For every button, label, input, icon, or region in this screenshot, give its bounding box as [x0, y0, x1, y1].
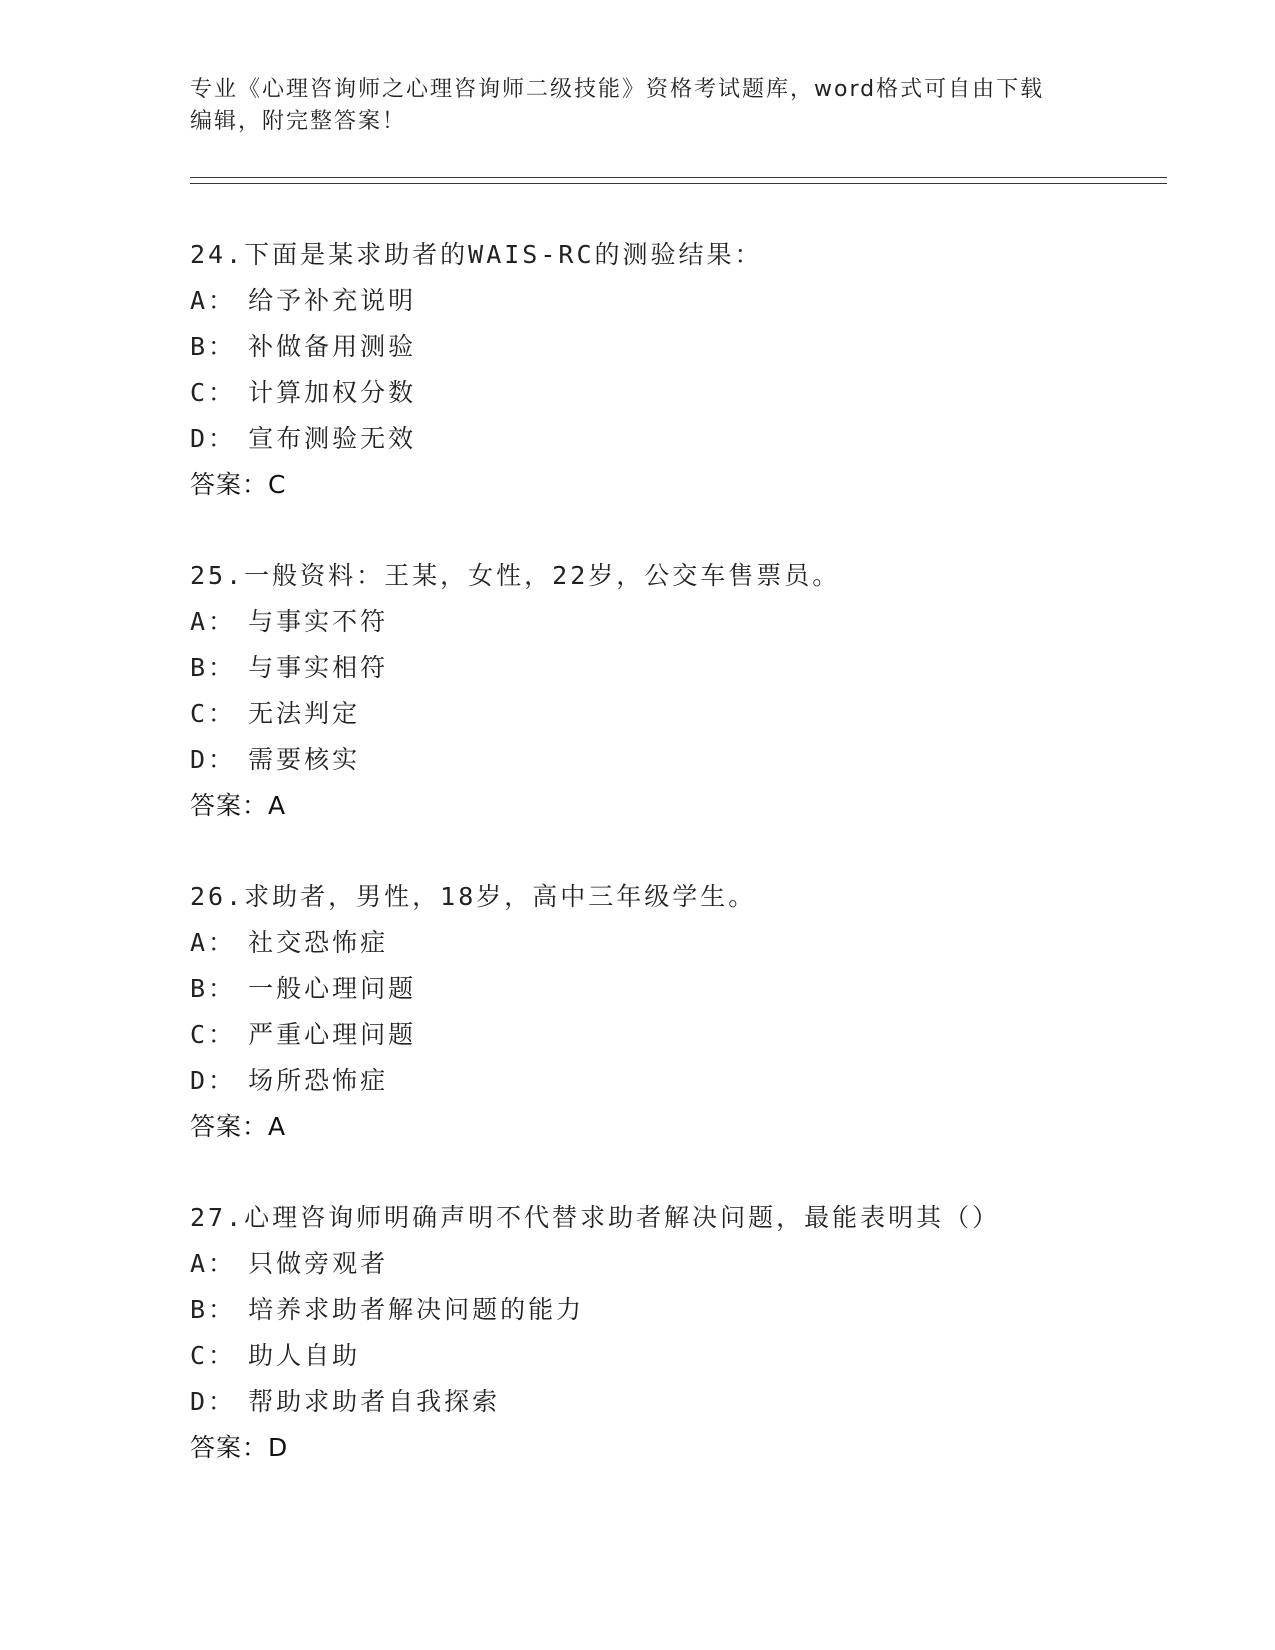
option-a — [190, 278, 1170, 324]
question-27 — [190, 1195, 1170, 1471]
question-26 — [190, 874, 1170, 1150]
question-stem: 24.下面是某求助者的WAIS-RC的测验结果： — [190, 240, 763, 269]
option-letter: D： — [190, 424, 237, 453]
question-25 — [190, 553, 1170, 829]
question-stem: 25.一般资料：王某，女性，22岁，公交车售票员。 — [190, 561, 841, 590]
option-letter: B： — [190, 332, 237, 361]
header-line-2: 编辑，附完整答案！ — [190, 109, 407, 134]
option-text: 只做旁观者 — [248, 1249, 389, 1278]
option-b — [190, 645, 1170, 691]
option-letter: A： — [190, 928, 237, 957]
option-d — [190, 1379, 1170, 1425]
option-b — [190, 324, 1170, 370]
option-text: 一般心理问题 — [248, 974, 417, 1003]
option-b — [190, 1287, 1170, 1333]
option-text: 社交恐怖症 — [248, 928, 389, 957]
document-header — [190, 74, 1090, 138]
option-letter: D： — [190, 1066, 237, 1095]
option-text: 与事实相符 — [248, 653, 389, 682]
option-text: 需要核实 — [248, 745, 361, 774]
answer-line: 答案：C — [190, 470, 287, 499]
header-line-1: 专业《心理咨询师之心理咨询师二级技能》资格考试题库，word格式可自由下载 — [190, 77, 1045, 102]
option-text: 助人自助 — [248, 1341, 361, 1370]
option-letter: D： — [190, 745, 237, 774]
header-divider-bottom — [190, 183, 1167, 184]
option-text: 无法判定 — [248, 699, 361, 728]
option-c — [190, 1012, 1170, 1058]
option-letter: B： — [190, 974, 237, 1003]
question-stem: 26.求助者，男性，18岁，高中三年级学生。 — [190, 882, 757, 911]
option-a — [190, 1241, 1170, 1287]
option-text: 补做备用测验 — [248, 332, 417, 361]
option-letter: B： — [190, 653, 237, 682]
answer-line: 答案：D — [190, 1433, 289, 1462]
question-24 — [190, 232, 1170, 508]
option-text: 给予补充说明 — [248, 286, 417, 315]
option-b — [190, 966, 1170, 1012]
option-d — [190, 1058, 1170, 1104]
option-a — [190, 599, 1170, 645]
header-divider-top — [190, 177, 1167, 178]
option-c — [190, 370, 1170, 416]
option-letter: A： — [190, 607, 237, 636]
option-c — [190, 691, 1170, 737]
option-letter: D： — [190, 1387, 237, 1416]
option-text: 宣布测验无效 — [248, 424, 417, 453]
answer-line: 答案：A — [190, 1112, 287, 1141]
option-letter: C： — [190, 1341, 237, 1370]
option-letter: A： — [190, 286, 237, 315]
option-text: 计算加权分数 — [248, 378, 417, 407]
option-letter: B： — [190, 1295, 237, 1324]
option-text: 严重心理问题 — [248, 1020, 417, 1049]
option-letter: A： — [190, 1249, 237, 1278]
option-text: 培养求助者解决问题的能力 — [248, 1295, 585, 1324]
option-text: 场所恐怖症 — [248, 1066, 389, 1095]
option-letter: C： — [190, 699, 237, 728]
answer-line: 答案：A — [190, 791, 287, 820]
option-d — [190, 737, 1170, 783]
option-text: 与事实不符 — [248, 607, 389, 636]
question-stem: 27.心理咨询师明确声明不代替求助者解决问题，最能表明其（） — [190, 1203, 1001, 1232]
option-text: 帮助求助者自我探索 — [248, 1387, 501, 1416]
option-letter: C： — [190, 378, 237, 407]
option-d — [190, 416, 1170, 462]
option-letter: C： — [190, 1020, 237, 1049]
option-a — [190, 920, 1170, 966]
option-c — [190, 1333, 1170, 1379]
